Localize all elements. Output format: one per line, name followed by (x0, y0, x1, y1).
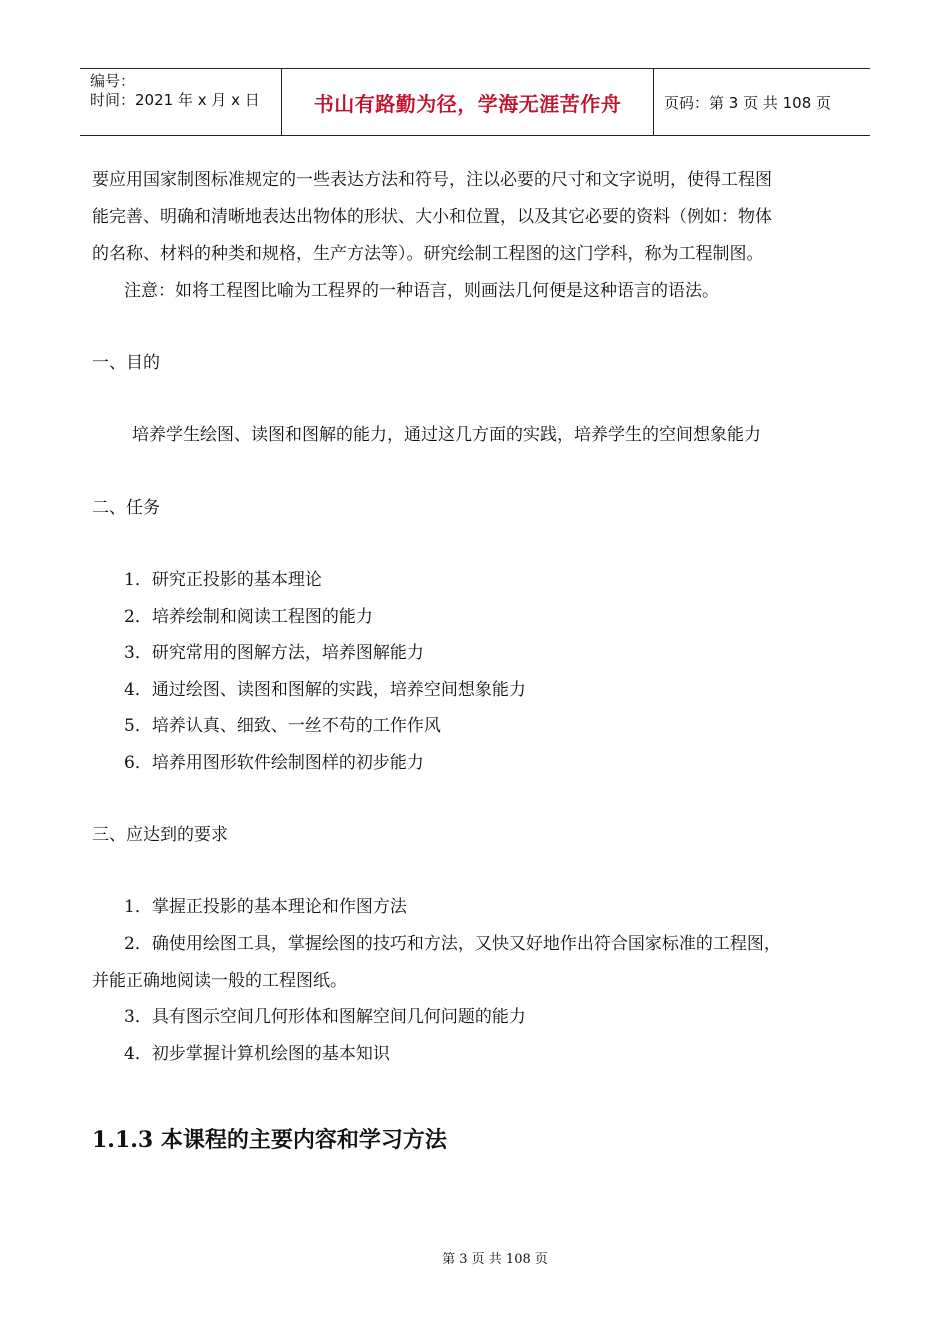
section-3-title: 三、应达到的要求 (92, 825, 228, 845)
intro-line-2: 能完善、明确和清晰地表达出物体的形状、大小和位置，以及其它必要的资料（例如：物体 (92, 207, 772, 227)
section-2-title: 二、任务 (92, 498, 160, 518)
header-meta-cell (80, 69, 281, 135)
section-heading-1-1-3: 1.1.3 本课程的主要内容和学习方法 (92, 1127, 447, 1153)
task-item: 1．研究正投影的基本理论 (124, 570, 322, 590)
task-item: 2．培养绘制和阅读工程图的能力 (124, 607, 373, 627)
task-item: 3．研究常用的图解方法，培养图解能力 (124, 643, 424, 663)
note-paragraph: 注意：如将工程图比喻为工程界的一种语言，则画法几何便是这种语言的语法。 (124, 281, 719, 301)
requirement-item: 2．确使用绘图工具，掌握绘图的技巧和方法，又快又好地作出符合国家标准的工程图， (124, 934, 781, 954)
section-1-text: 培养学生绘图、读图和图解的能力，通过这几方面的实践，培养学生的空间想象能力 (132, 425, 761, 445)
requirement-item: 4．初步掌握计算机绘图的基本知识 (124, 1044, 390, 1064)
task-item: 4．通过绘图、读图和图解的实践，培养空间想象能力 (124, 680, 526, 700)
requirement-item: 3．具有图示空间几何形体和图解空间几何问题的能力 (124, 1007, 526, 1027)
task-item: 6．培养用图形软件绘制图样的初步能力 (124, 753, 424, 773)
header-time-label: 时间：2021 年 x 月 x 日 (90, 91, 260, 109)
requirement-item-continuation: 并能正确地阅读一般的工程图纸。 (92, 971, 347, 991)
intro-line-1: 要应用国家制图标准规定的一些表达方法和符号，注以必要的尺寸和文字说明，使得工程图 (92, 170, 772, 190)
page-footer: 第 3 页 共 108 页 (442, 1252, 548, 1267)
task-item: 5．培养认真、细致、一丝不苟的工作作风 (124, 716, 441, 736)
header-number-label: 编号： (90, 72, 136, 90)
requirement-item: 1．掌握正投影的基本理论和作图方法 (124, 897, 407, 917)
header-table (80, 68, 870, 136)
section-1-title: 一、目的 (92, 353, 160, 373)
header-page-info: 页码：第 3 页 共 108 页 (664, 93, 832, 112)
intro-line-3: 的名称、材料的种类和规格，生产方法等）。研究绘制工程图的这门学科，称为工程制图。 (92, 244, 764, 264)
header-motto: 书山有路勤为径，学海无涯苦作舟 (281, 69, 654, 135)
